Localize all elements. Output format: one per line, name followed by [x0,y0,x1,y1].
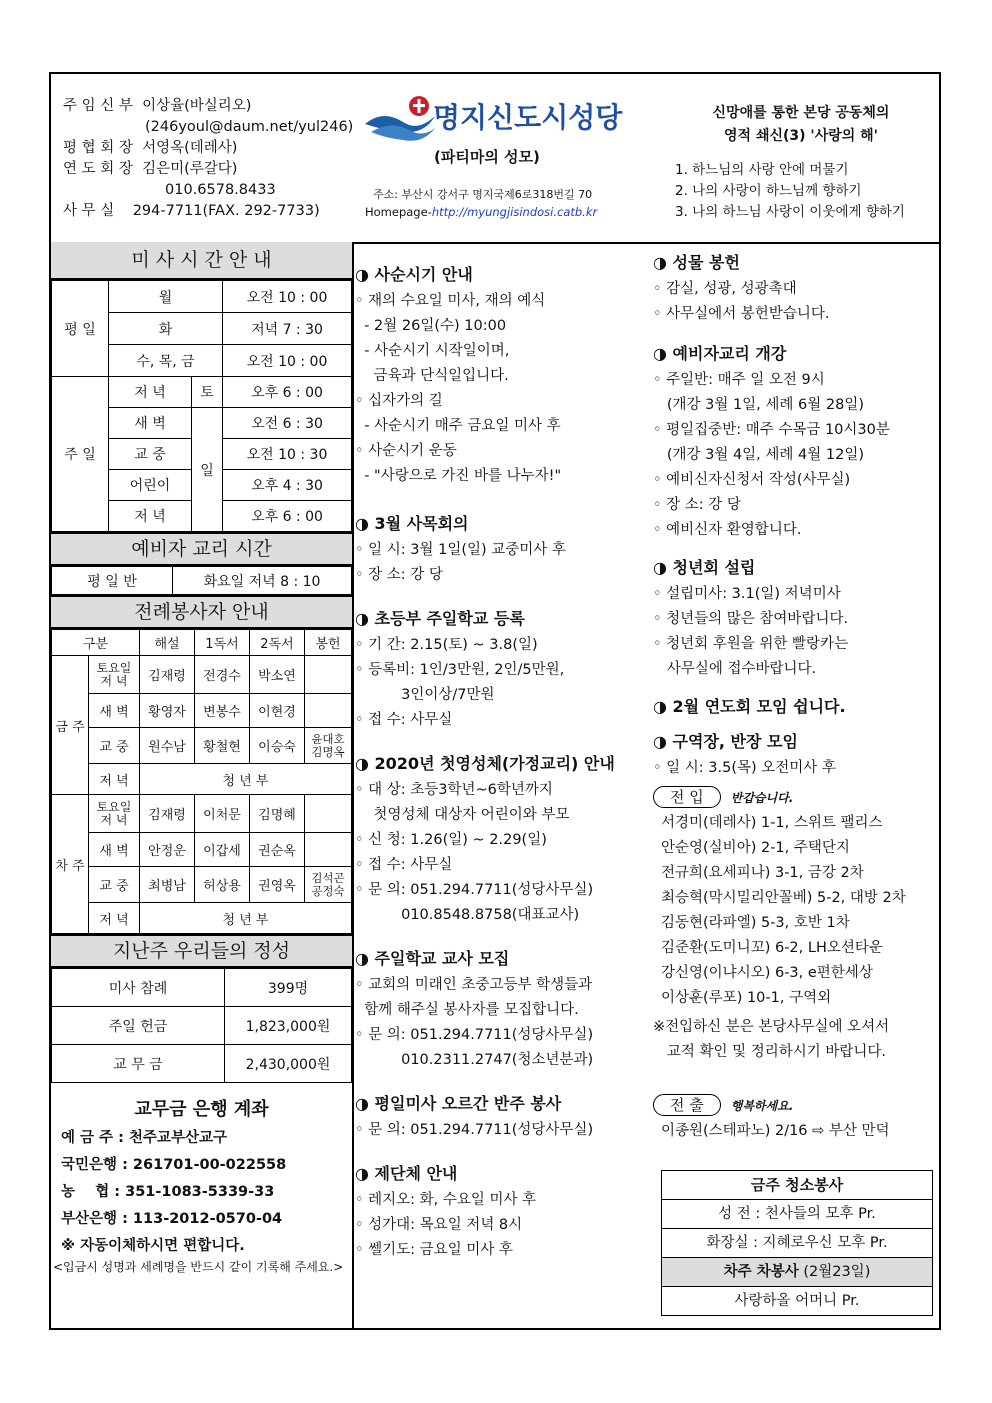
move-out-item: 이종원(스테파노) 2/16 ⇨ 부산 만덕 [661,1123,890,1139]
notice-line: - "사랑으로 가진 바를 나누자!" [355,468,562,484]
offering-label: 주일 헌금 [52,1007,225,1045]
bulletin-frame [49,72,941,1330]
move-in-item: 안순영(실비아) 2-1, 주택단지 [661,840,850,856]
church-logo [363,94,438,148]
notice-line: (개강 3월 1일, 세례 6월 28일) [653,397,864,413]
mass-time: 오후 6 : 00 [223,377,352,408]
notice-line: 첫영성체 대상자 어린이와 부모 [355,807,570,823]
notice-title: ◑ 구역장, 반장 모임 [653,732,798,751]
notice-line: ◦ 일 시: 3.5(목) 오전미사 후 [653,760,836,776]
notice-title: ◑ 초등부 주일학교 등록 [355,609,525,628]
bank-row: 부산은행 : 113-2012-0570-04 [61,1211,283,1227]
notice-block [355,606,645,733]
notice-title: ◑ 2020년 첫영성체(가정교리) 안내 [355,754,615,773]
notice-line: ◦ 사순시기 운동 [355,443,457,459]
notice-line: 010.8548.8758(대표교사) [355,907,580,923]
move-out-section [653,1094,937,1144]
move-in-list [653,811,937,1011]
bank-row: 농 협 : 351-1083-5339-33 [61,1184,275,1200]
staff-info [63,96,353,222]
bank-row: 국민은행 : 261701-00-022558 [61,1157,287,1173]
server-cell: 윤대호 김명옥 [305,728,352,764]
server-slot: 토요일 저 녁 [89,795,140,833]
next-cleaning-date: (2월23일) [803,1264,871,1280]
server-cell [305,694,352,728]
bank-list [51,1125,352,1260]
mass-time: 오후 4 : 30 [223,470,352,501]
server-cell: 전경수 [195,656,250,694]
notice-block [355,1091,645,1143]
mass-slot: 저 녁 [109,501,192,532]
server-cell: 박소연 [250,656,305,694]
server-cell: 이갑세 [195,833,250,867]
mass-slot: 어린이 [109,470,192,501]
mass-time: 오전 10 : 00 [223,281,352,313]
move-in-item: 강신영(이냐시오) 6-3, e편한세상 [661,965,873,981]
notice-line: ◦ 일 시: 3월 1일(일) 교중미사 후 [355,542,566,558]
offering-value: 2,430,000원 [225,1045,352,1083]
server-slot: 교 중 [89,867,140,903]
mass-day: 월 [109,281,223,313]
offering-value: 1,823,000원 [225,1007,352,1045]
bank-note: <입금시 성명과 세례명을 반드시 같이 기록해 주세요.> [53,1260,344,1274]
cleaning-row: 화장실 : 지혜로우신 모후 Pr. [662,1229,932,1258]
catechism-title: 예비자 교리 시간 [51,532,352,566]
notice-title: ◑ 2월 연도회 모임 쉽니다. [653,697,846,716]
mass-day: 수, 목, 금 [109,345,223,377]
notice-block [355,511,645,588]
notice-title: ◑ 주일학교 교사 모집 [355,949,510,968]
mass-day: 토 [192,377,223,408]
notice-block [355,1161,645,1263]
cleaning-title: 금주 청소봉사 [662,1171,932,1200]
move-in-greeting: 반갑습니다. [730,791,794,805]
servers-title: 전례봉사자 안내 [51,595,352,629]
mass-slot: 새 벽 [109,408,192,439]
cleaning-box [661,1170,933,1316]
notice-line: ◦ 장 소: 강 당 [355,567,443,583]
youth-cell: 청 년 부 [140,903,352,934]
move-in-item: 김준환(도미니꼬) 6-2, LH오션타운 [661,940,883,956]
servers-header: 봉헌 [305,630,352,656]
pastor-label: 주 임 신 부 [63,98,133,114]
bank-title: 교무금 은행 계좌 [134,1099,269,1120]
church-emblem-icon [363,94,438,144]
server-cell [305,795,352,833]
notice-line: ◦ 접 수: 사무실 [355,712,453,728]
mass-slot: 저 녁 [109,377,192,408]
offering-table [51,968,352,1083]
move-in-note [653,1015,937,1065]
notice-line: - 사순시기 매주 금요일 미사 후 [355,418,561,434]
council: 서영옥(데레사) [142,140,238,156]
server-cell: 김석곤 공정숙 [305,867,352,903]
notice-line: ◦ 사무실에서 봉헌받습니다. [653,306,830,322]
notice-title: ◑ 제단체 안내 [355,1164,458,1183]
move-in-note-line: ※전입하신 분은 본당사무실에 오셔서 [653,1019,890,1035]
server-slot: 토요일 저 녁 [89,656,140,694]
notice-line: ◦ 감실, 성광, 성광촉대 [653,281,797,297]
mass-title: 미 사 시 간 안 내 [51,242,352,280]
notice-line: 함께 해주실 봉사자를 모집합니다. [355,1002,579,1018]
next-cleaning-title: 차주 차봉사 [723,1264,799,1280]
notice-line: ◦ 청년회 후원을 위한 빨랑카는 [653,636,849,652]
mass-day: 화 [109,313,223,345]
youth-cell: 청 년 부 [140,764,352,795]
catechism-time: 화요일 저녁 8 : 10 [173,567,352,595]
move-in-section [653,786,937,1065]
server-cell: 안정운 [140,833,195,867]
goal-item: 2. 나의 사랑이 하느님께 향하기 [675,183,862,199]
servers-header: 1독서 [195,630,250,656]
move-in-item: 서경미(데레사) 1-1, 스위트 팰리스 [661,815,883,831]
move-out-pill: 전 출 [653,1094,721,1116]
notice-line: 3인이상/7만원 [355,687,495,703]
church-name: 명지신도시성당 [433,101,623,134]
offering-title: 지난주 우리들의 정성 [51,934,352,968]
server-cell [305,656,352,694]
server-cell [305,833,352,867]
notice-block [653,250,937,327]
patron: (파티마의 성모) [434,148,540,166]
motto [671,102,931,148]
server-slot: 저 녁 [89,764,140,795]
catechism-table [51,566,352,595]
notice-line: 사무실에 접수바랍니다. [653,661,817,677]
motto-line-1: 신망애를 통한 본당 공동체의 [712,105,890,121]
server-slot: 새 벽 [89,833,140,867]
catechism-label: 평 일 반 [52,567,173,595]
offering-label: 미사 참례 [52,969,225,1007]
notice-line: ◦ 청년들의 많은 참여바랍니다. [653,611,849,627]
notice-title: ◑ 성물 봉헌 [653,253,740,272]
left-panel [51,242,354,1328]
sodality-phone: 010.6578.8433 [165,182,276,198]
server-cell: 이현경 [250,694,305,728]
notice-title: ◑ 평일미사 오르간 반주 봉사 [355,1094,562,1113]
move-in-pill: 전 입 [653,786,721,808]
notice-line: ◦ 예비신자 환영합니다. [653,522,802,538]
notice-line: ◦ 문 의: 051.294.7711(성당사무실) [355,1122,594,1138]
next-week-label: 차 주 [52,795,89,934]
notice-line: ◦ 성가대: 목요일 저녁 8시 [355,1217,523,1233]
notice-line: ◦ 평일집중반: 매주 수목금 10시30분 [653,422,890,438]
bank-row: 예 금 주 : 천주교부산교구 [61,1130,228,1146]
notice-line: ◦ 예비신자신청서 작성(사무실) [653,472,851,488]
server-cell: 원수남 [140,728,195,764]
goals [675,160,905,223]
middle-column [355,262,645,1263]
mass-day: 일 [192,408,223,532]
notice-line: ◦ 신 청: 1.26(일) ~ 2.29(일) [355,832,547,848]
move-in-item: 전규희(요세피나) 3-1, 금강 2차 [661,865,864,881]
server-slot: 저 녁 [89,903,140,934]
server-cell: 이처문 [195,795,250,833]
server-cell: 허상용 [195,867,250,903]
homepage-label: Homepage- [365,205,432,219]
notice-line: - 2월 26일(수) 10:00 [355,318,507,334]
mass-time: 오전 10 : 30 [223,439,352,470]
notice-line: ◦ 재의 수요일 미사, 재의 예식 [355,293,546,309]
mass-time: 오전 10 : 00 [223,345,352,377]
notice-title: ◑ 3월 사목회의 [355,514,469,533]
notice-line: ◦ 기 간: 2.15(토) ~ 3.8(일) [355,637,538,653]
move-out-greeting: 행복하세요. [730,1099,794,1113]
notice-line: ◦ 접 수: 사무실 [355,857,453,873]
homepage [365,205,597,219]
offering-value: 399명 [225,969,352,1007]
server-cell: 권영옥 [250,867,305,903]
notice-block [653,555,937,682]
mass-slot: 교 중 [109,439,192,470]
notice-block [653,729,937,781]
move-in-item: 이상훈(루포) 10-1, 구역외 [661,990,832,1006]
server-cell: 최병남 [140,867,195,903]
header [51,74,939,244]
notice-line: ◦ 등록비: 1인/3만원, 2인/5만원, [355,662,565,678]
goal-item: 1. 하느님의 사랑 안에 머물기 [675,162,849,178]
weekday-label: 평 일 [52,281,109,377]
notice-title: ◑ 예비자교리 개강 [653,344,787,363]
notice-line: ◦ 장 소: 강 당 [653,497,741,513]
notice-line: ◦ 대 상: 초등3학년~6학년까지 [355,782,553,798]
server-slot: 교 중 [89,728,140,764]
server-cell: 이승숙 [250,728,305,764]
server-cell: 변봉수 [195,694,250,728]
servers-header: 해설 [140,630,195,656]
server-cell: 김명혜 [250,795,305,833]
notice-block [653,341,937,543]
pastor-email: (246youl@daum.net/yul246) [145,119,354,135]
this-week-label: 금 주 [52,656,89,795]
notice-title: ◑ 사순시기 안내 [355,265,473,284]
notice-line: (개강 3월 4일, 세례 4월 12일) [653,447,864,463]
notice-line: ◦ 주일반: 매주 일 오전 9시 [653,372,825,388]
move-in-note-line: 교적 확인 및 정리하시기 바랍니다. [653,1044,886,1060]
address: 주소: 부산시 강서구 명지국제6로318번길 70 [373,188,593,201]
notice-line: 금육과 단식일입니다. [355,368,509,384]
office: 294-7711(FAX. 292-7733) [132,203,320,219]
servers-header: 구분 [52,630,140,656]
server-slot: 새 벽 [89,694,140,728]
sunday-label: 주 일 [52,377,109,532]
sodality: 김은미(루갈다) [142,161,238,177]
server-cell: 김재령 [140,795,195,833]
notice-line: ◦ 십자가의 길 [355,393,443,409]
notice-title: ◑ 청년회 설립 [653,558,756,577]
server-cell: 황영자 [140,694,195,728]
notice-line: ◦ 설립미사: 3.1(일) 저녁미사 [653,586,841,602]
move-in-item: 김동현(라파엘) 5-3, 호반 1차 [661,915,850,931]
notice-line: ◦ 문 의: 051.294.7711(성당사무실) [355,882,594,898]
mass-time: 오전 6 : 30 [223,408,352,439]
offering-label: 교 무 금 [52,1045,225,1083]
notice-line: ◦ 교회의 미래인 초중고등부 학생들과 [355,977,593,993]
cleaning-row: 성 전 : 천사들의 모후 Pr. [662,1200,932,1229]
servers-header: 2독서 [250,630,305,656]
notice-block [355,946,645,1073]
server-cell: 김재령 [140,656,195,694]
pastor: 이상율(바실리오) [142,98,252,114]
server-cell: 황철현 [195,728,250,764]
council-label: 평 협 회 장 [63,140,133,156]
right-column [653,250,937,781]
servers-table [51,629,352,934]
homepage-link[interactable]: http://myungjisindosi.catb.kr [431,205,598,219]
goal-item: 3. 나의 하느님 사랑이 이웃에게 향하기 [675,204,905,220]
next-cleaning-row: 사랑하올 어머니 Pr. [734,1293,860,1309]
bank-row: ※ 자동이체하시면 편합니다. [61,1238,245,1254]
notice-line: ◦ 문 의: 051.294.7711(성당사무실) [355,1027,594,1043]
move-in-item: 최승혁(막시밀리안꼴베) 5-2, 대방 2차 [661,890,906,906]
notice-line: - 사순시기 시작일이며, [355,343,510,359]
mass-table [51,280,352,532]
sodality-label: 연 도 회 장 [63,161,133,177]
motto-line-2: 영적 쇄신(3) '사랑의 해' [724,128,878,144]
mass-time: 오후 6 : 00 [223,501,352,532]
notice-line: ◦ 쎌기도: 금요일 미사 후 [355,1242,513,1258]
mass-time: 저녁 7 : 30 [223,313,352,345]
notice-block [653,694,937,719]
notice-line: 010.2311.2747(청소년분과) [355,1052,594,1068]
notice-block [355,262,645,489]
notice-line: ◦ 레지오: 화, 수요일 미사 후 [355,1192,537,1208]
office-label: 사 무 실 [63,203,115,219]
server-cell: 권순옥 [250,833,305,867]
notice-block [355,751,645,928]
